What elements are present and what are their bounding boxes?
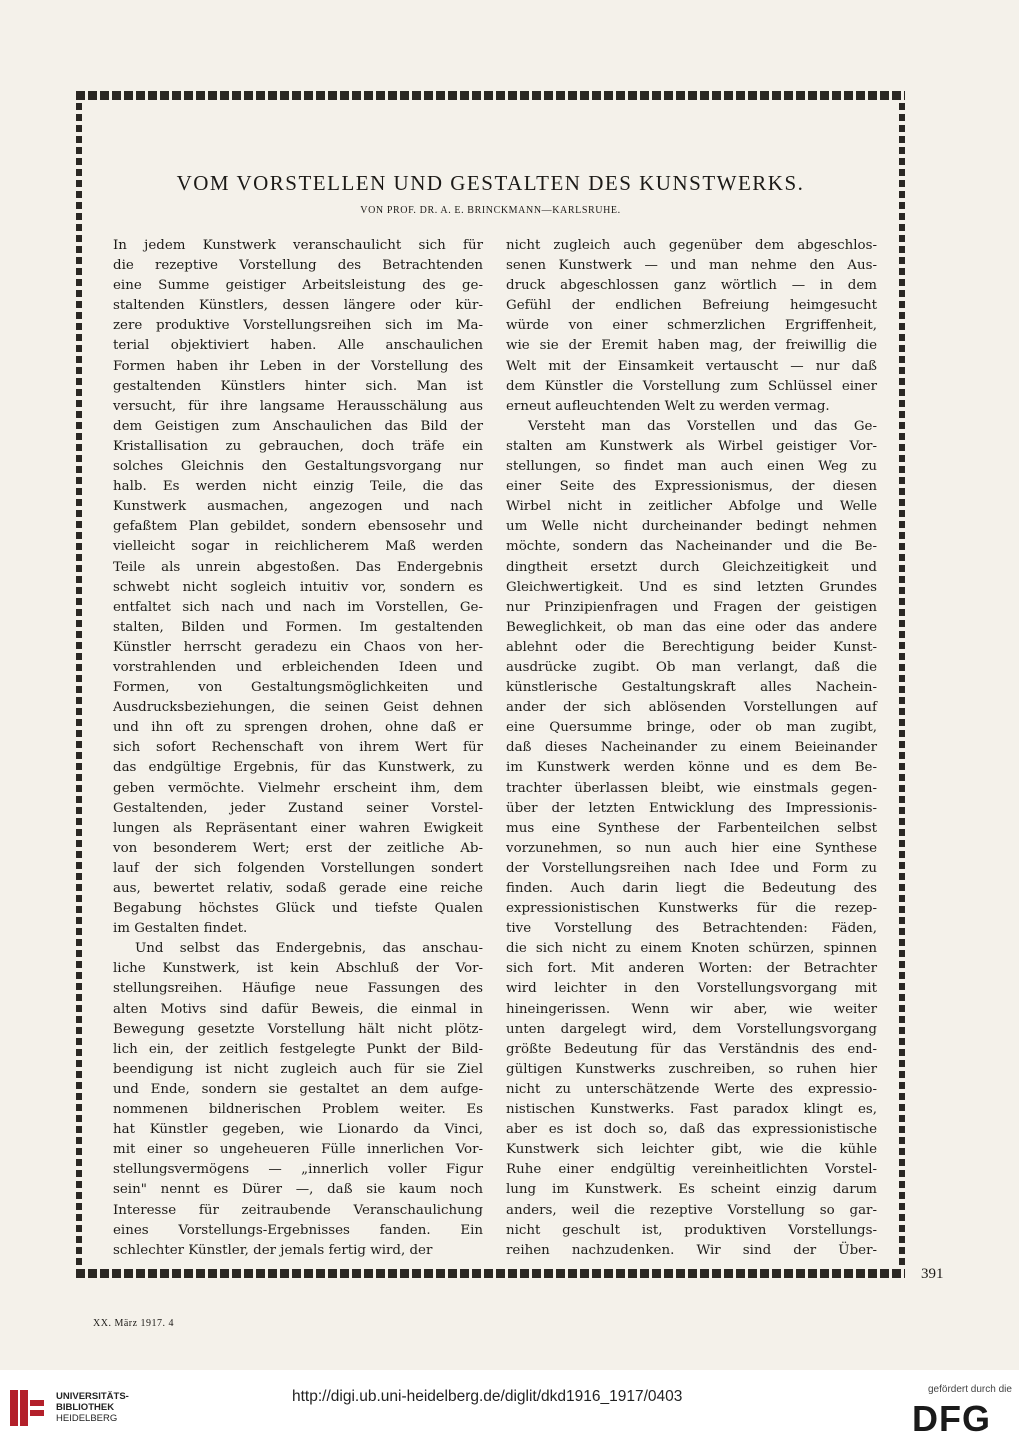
text-line: eine Quersumme bringe, oder ob man zugibt, bbox=[506, 720, 877, 736]
text-line: senen Kunstwerk — und man nehme den Aus- bbox=[506, 258, 877, 274]
text-line: Gestaltenden, jeder Zustand seiner Vorstel- bbox=[113, 800, 483, 816]
text-line: Versteht man das Vorstellen und das Ge- bbox=[528, 418, 877, 434]
text-line: Kunstwerk sich leichter gibt, wie die kühle bbox=[506, 1142, 877, 1158]
text-line: nur Prinzipienfragen und Fragen der geistigen bbox=[506, 599, 877, 615]
text-line: daß dieses Nacheinander zu einem Beieinander bbox=[506, 740, 877, 756]
text-line: dem Künstler die Vorstellung zum Schlüssel einer bbox=[506, 378, 877, 394]
text-line: gefaßtem Plan gebildet, sondern ebensosehr und bbox=[113, 519, 483, 535]
text-line: nicht zu unterschätzende Werte des expressio- bbox=[506, 1081, 877, 1097]
library-name bbox=[56, 1391, 129, 1424]
text-line: zere produktive Vorstellungsreihen sich im Ma- bbox=[113, 318, 483, 334]
library-line-3: HEIDELBERG bbox=[56, 1413, 118, 1424]
text-line: stellungsreihen. Häufige neue Fassungen des bbox=[113, 981, 483, 997]
text-line: Wirbel nicht in zeitlicher Abfolge und Welle bbox=[506, 499, 877, 515]
border-right bbox=[899, 103, 905, 1266]
text-line: einer Seite des Expressionismus, der diesen bbox=[506, 479, 877, 495]
text-line: Gleichwertigkeit. Und es sind letzten Grundes bbox=[506, 579, 877, 595]
text-line: reihen nachzudenken. Wir sind der Über- bbox=[506, 1242, 877, 1258]
text-line: Interesse für zeitraubende Veranschaulichung bbox=[113, 1202, 483, 1218]
text-line: sich sofort Rechenschaft von ihrem Wert für bbox=[113, 740, 483, 756]
text-line: Bewegung gesetzte Vorstellung hält nicht plötz- bbox=[113, 1021, 483, 1037]
text-line: und Ende, sondern sie gestaltet an dem aufge- bbox=[113, 1081, 483, 1097]
border-left bbox=[76, 103, 82, 1266]
text-line: expressionistischen Kunstwerks für die rezep- bbox=[506, 901, 877, 917]
text-line: lung im Kunstwerk. Es scheint einzig darum bbox=[506, 1182, 877, 1198]
text-line: über der letzten Entwicklung des Impressionis- bbox=[506, 800, 877, 816]
text-line: nicht geschult ist, produktiven Vorstellungs- bbox=[506, 1222, 877, 1238]
text-line: schlechter Künstler, der jemals fertig wird, der bbox=[113, 1242, 433, 1258]
issue-note: XX. März 1917. 4 bbox=[93, 1318, 175, 1329]
text-line: sich fort. Mit anderen Worten: der Betrachter bbox=[506, 961, 877, 977]
text-line: die sich nicht zu einem Knoten schürzen, spinnen bbox=[506, 941, 877, 957]
text-line: Ruhe einer endgültig vereinheitlichten Vorstel- bbox=[506, 1162, 877, 1178]
text-line: stalten am Kunstwerk als Wirbel geistiger Vor- bbox=[506, 438, 877, 454]
text-line: gültigen Kunstwerks zuschreiben, so ruhen hier bbox=[506, 1061, 877, 1077]
text-line: schwebt nicht sogleich intuitiv vor, sondern es bbox=[113, 579, 483, 595]
border-bottom bbox=[76, 1269, 905, 1278]
text-line: nicht zugleich auch gegenüber dem abgeschlos- bbox=[506, 238, 877, 253]
text-line: würde von einer schmerzlichen Ergriffenheit, bbox=[506, 318, 877, 334]
text-line: nommenen bildnerischen Problem weiter. Es bbox=[113, 1102, 483, 1118]
text-line: möchte, sondern das Nacheinander und die Be- bbox=[506, 539, 877, 555]
text-line: Formen haben ihr Leben in der Vorstellung des bbox=[113, 358, 483, 374]
text-line: Künstler herrscht geradezu ein Chaos von her- bbox=[113, 639, 483, 655]
article-byline: VON PROF. DR. A. E. BRINCKMANN—KARLSRUHE. bbox=[360, 205, 621, 216]
text-line: anders, weil die rezeptive Vorstellung so gar- bbox=[506, 1202, 877, 1218]
library-line-2: BIBLIOTHEK bbox=[56, 1402, 115, 1413]
text-line: Kunstwerk ausmachen, angezogen und nach bbox=[113, 499, 483, 515]
text-line: hineingerissen. Wenn wir aber, wie weiter bbox=[506, 1001, 877, 1017]
text-line: dingtheit ersetzt durch Gleichzeitigkeit und bbox=[506, 559, 877, 575]
text-line: künstlerische Gestaltungskraft alles Nachein- bbox=[506, 680, 877, 696]
text-line: ander der sich ablösenden Vorstellungen auf bbox=[506, 700, 877, 716]
text-line: Und selbst das Endergebnis, das anschau- bbox=[135, 941, 483, 957]
text-line: eine Summe geistiger Arbeitsleistung des ge- bbox=[113, 278, 483, 294]
text-line: im Gestalten findet. bbox=[113, 921, 248, 937]
text-line: eines Vorstellungs-Ergebnisses fanden. Ein bbox=[113, 1222, 483, 1238]
text-line: lungen als Repräsentant einer wahren Ewigkeit bbox=[113, 820, 483, 836]
text-line: liche Kunstwerk, ist kein Abschluß der Vor- bbox=[113, 961, 483, 977]
text-line: wie sie der Eremit haben mag, der freiwillig die bbox=[506, 338, 877, 354]
viewer-footer-bar bbox=[0, 1370, 1019, 1448]
text-line: Kristallisation zu gebrauchen, doch träfe ein bbox=[113, 438, 483, 454]
text-line: Begabung höchstes Glück und tiefste Qualen bbox=[113, 901, 483, 917]
text-line: halb. Es werden nicht einzig Teile, die das bbox=[113, 479, 483, 495]
border-top bbox=[76, 91, 905, 100]
text-line: wird leichter in den Vorstellungsvorgang mit bbox=[506, 981, 877, 997]
text-line: mus eine Synthese der Farbenteilchen selbst bbox=[506, 820, 877, 836]
text-line: um Welle nicht durcheinander bedingt nehmen bbox=[506, 519, 877, 535]
text-line: Teile als unrein abgestoßen. Das Endergebnis bbox=[113, 559, 483, 575]
text-column-left bbox=[113, 236, 483, 1261]
dfg-logo: DFG bbox=[912, 1398, 991, 1439]
text-line: Gefühl der endlichen Befreiung heimgesucht bbox=[506, 298, 877, 314]
text-line: stellungen, so findet man auch einen Weg zu bbox=[506, 459, 877, 475]
text-line: im Kunstwerk werden könne und es dem Be- bbox=[506, 760, 877, 776]
text-line: stellungsvermögens — „innerlich voller Figur bbox=[113, 1162, 483, 1178]
text-line: die rezeptive Vorstellung des Betrachtenden bbox=[113, 258, 483, 274]
text-line: alten Motivs sind dafür Beweis, die einmal in bbox=[113, 1001, 483, 1017]
text-line: terial objektiviert haben. Alle anschaulichen bbox=[113, 338, 483, 354]
text-line: lauf der sich folgenden Vorstellungen sondert bbox=[113, 860, 483, 876]
text-line: staltenden Künstlers, dessen längere oder kür- bbox=[113, 298, 483, 314]
text-line: versucht, für ihre langsame Herausschälung aus bbox=[113, 398, 483, 414]
text-line: nistischen Kunstwerks. Fast paradox klingt es, bbox=[506, 1102, 877, 1118]
article-title: VOM VORSTELLEN UND GESTALTEN DES KUNSTWERKS. bbox=[176, 171, 805, 195]
text-line: Beweglichkeit, ob man das eine oder das andere bbox=[506, 619, 877, 635]
text-line: beendigung ist nicht zugleich auch für sie Ziel bbox=[113, 1061, 483, 1077]
text-line: größte Bedeutung für das Verständnis des end- bbox=[506, 1041, 877, 1057]
text-line: geben vermöchte. Vielmehr erscheint ihm, dem bbox=[113, 780, 483, 796]
text-line: das endgültige Ergebnis, für das Kunstwerk, zu bbox=[113, 760, 483, 776]
text-line: von besonderem Wert; erst der zeitliche Ab- bbox=[113, 840, 483, 856]
text-line: aber es ist doch so, daß das expressionistische bbox=[506, 1122, 877, 1138]
text-column-right bbox=[506, 236, 877, 1261]
text-line: dem Geistigen zum Anschaulichen das Bild der bbox=[113, 418, 483, 434]
text-line: entfaltet sich nach und nach im Vorstellen, Ge- bbox=[113, 599, 483, 615]
text-line: der Vorstellungsreihen nach Idee und Form zu bbox=[506, 860, 877, 876]
text-line: stalten, Bilden und Formen. Im gestaltenden bbox=[113, 619, 483, 635]
text-line: vielleicht sogar in reichlicherem Maß werden bbox=[113, 539, 483, 555]
text-line: Welt mit der Einsamkeit vertauscht — nur daß bbox=[506, 358, 877, 374]
text-line: finden. Auch darin liegt die Bedeutung des bbox=[506, 881, 877, 896]
text-line: gestaltenden Künstlers hinter sich. Man ist bbox=[113, 378, 483, 394]
text-line: sein" nennt es Dürer —, daß sie kaum noch bbox=[113, 1182, 483, 1198]
text-line: unten dargelegt wird, dem Vorstellungsvorgang bbox=[506, 1021, 877, 1037]
text-line: erneut aufleuchtenden Welt zu werden vermag. bbox=[506, 398, 830, 414]
text-line: In jedem Kunstwerk veranschaulicht sich für bbox=[113, 238, 483, 253]
text-line: hat Künstler gegeben, wie Lionardo da Vinci, bbox=[113, 1122, 483, 1138]
text-line: lich ein, der zeitlich festgelegte Punkt der Bild- bbox=[113, 1041, 483, 1057]
text-line: mit einer so ungeheueren Fülle innerlichen Vor- bbox=[113, 1142, 483, 1158]
text-line: vorzunehmen, so nun auch hier eine Synthese bbox=[506, 840, 877, 856]
text-line: vorstrahlenden und erbleichenden Ideen und bbox=[113, 659, 483, 675]
library-line-1: UNIVERSITÄTS- bbox=[56, 1391, 129, 1402]
text-line: ablehnt oder die Berechtigung beider Kunst- bbox=[506, 639, 877, 655]
text-line: druck abgeschlossen ganz wörtlich — in dem bbox=[506, 278, 877, 294]
text-line: trachter überlassen bleibt, wie einstmals gegen- bbox=[506, 780, 877, 796]
page-number: 391 bbox=[921, 1266, 944, 1282]
text-line: solches Gleichnis den Gestaltungsvorgang nur bbox=[113, 459, 483, 475]
permalink-url[interactable]: http://digi.ub.uni-heidelberg.de/diglit/dkd1916_1917/0403 bbox=[292, 1388, 683, 1405]
text-line: Formen, von Gestaltungsmöglichkeiten und bbox=[113, 680, 483, 696]
text-line: ausdrücke zugibt. Ob man verlangt, daß die bbox=[506, 659, 877, 675]
text-line: tive Vorstellung des Betrachtenden: Fäden, bbox=[506, 921, 877, 937]
text-line: und ihn oft zu sprengen drohen, ohne daß er bbox=[113, 720, 483, 736]
funder-caption: gefördert durch die bbox=[928, 1384, 1012, 1395]
ub-heidelberg-logo-icon bbox=[8, 1386, 48, 1430]
text-line: Ausdrucksbeziehungen, die seinen Geist dehnen bbox=[113, 700, 483, 716]
text-line: aus, bewertet relativ, sodaß gerade eine reiche bbox=[113, 881, 483, 896]
